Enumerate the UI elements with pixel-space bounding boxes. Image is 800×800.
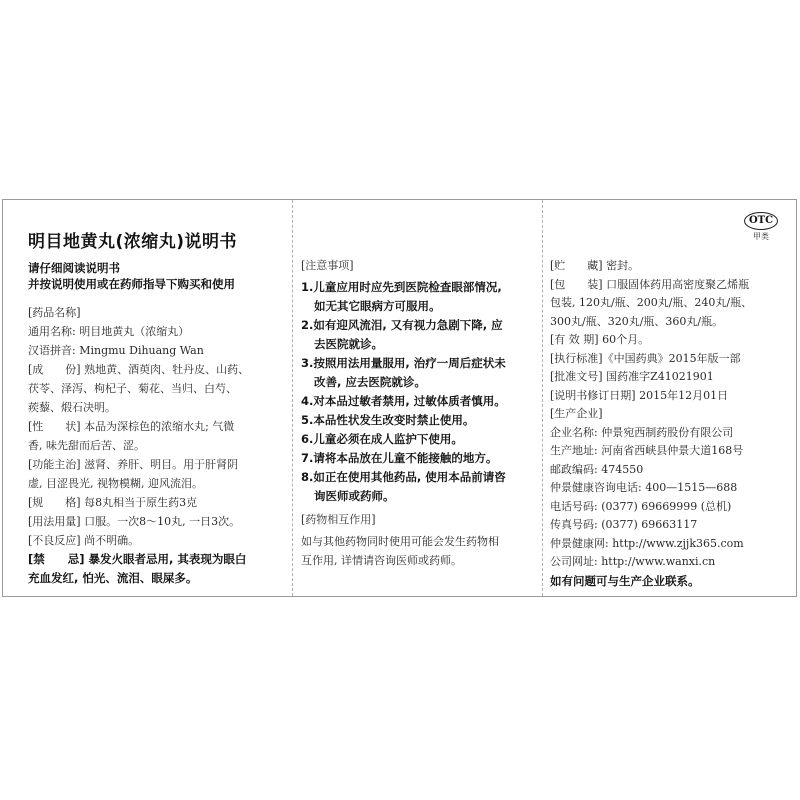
info-line: [批准文号] 国药准字Z41021901 xyxy=(550,370,714,383)
precaution-text: 请将本品放在儿童不能接触的地方。 xyxy=(313,451,498,465)
info-line: [用法用量] 口服。一次8～10丸, 一日3次。 xyxy=(28,515,241,528)
precaution-number: 7. xyxy=(301,451,314,465)
info-line: 仲景健康网: http://www.zjjk365.com xyxy=(550,536,744,550)
info-line: 公司网址: http://www.wanxi.cn xyxy=(550,555,716,568)
precaution-text: 本品性状发生改变时禁止使用。 xyxy=(313,413,475,427)
otc-mark xyxy=(744,212,778,242)
precaution-text: 对本品过敏者禁用, 过敏体质者慎用。 xyxy=(313,394,506,408)
info-line: [规 格] 每8丸相当于原生药3克 xyxy=(28,496,198,509)
precaution-text: 儿童应用时应先到医院检查眼部情况, xyxy=(313,280,502,294)
precaution-item xyxy=(301,354,539,392)
precaution-item xyxy=(301,278,539,316)
precautions-list xyxy=(301,278,539,506)
info-line: 电话号码: (0377) 69669999 (总机) xyxy=(550,499,732,513)
info-line: 企业名称: 仲景宛西制药股份有限公司 xyxy=(550,425,734,439)
column-right xyxy=(542,200,796,596)
info-line: [禁 忌] 暴发火眼者忌用, 其表现为眼白 xyxy=(28,552,247,566)
info-line: [有 效 期] 60个月。 xyxy=(550,333,650,346)
precaution-text: 询医师或药师。 xyxy=(314,489,395,503)
precaution-text: 改善, 应去医院就诊。 xyxy=(314,375,426,389)
info-line: 包装, 120丸/瓶、200丸/瓶、240丸/瓶、 xyxy=(550,296,753,309)
info-line: 如有问题可与生产企业联系。 xyxy=(550,573,700,588)
precaution-number: 6. xyxy=(301,432,314,446)
info-line: [成 份] 熟地黄、酒萸肉、牡丹皮、山药、 xyxy=(28,363,250,376)
precaution-number: 1. xyxy=(301,280,314,294)
info-line: [生产企业] xyxy=(550,407,603,420)
precaution-text: 儿童必须在成人监护下使用。 xyxy=(313,432,463,446)
column-left xyxy=(3,200,292,596)
precaution-item xyxy=(301,411,539,430)
info-line: 汉语拼音: Mingmu Dihuang Wan xyxy=(28,344,204,357)
precaution-number: 3. xyxy=(301,356,314,370)
precaution-item xyxy=(301,468,539,506)
precaution-text: 如正在使用其他药品, 使用本品前请咨 xyxy=(313,470,506,484)
info-line: 仲景健康咨询电话: 400—1515—688 xyxy=(550,481,738,494)
info-line: 生产地址: 河南省西峡县仲景大道168号 xyxy=(550,444,744,457)
info-line: 300丸/瓶、320丸/瓶、360丸/瓶。 xyxy=(550,314,724,328)
precaution-text: 如有迎风流泪, 又有视力急剧下降, 应 xyxy=(313,318,503,332)
precaution-number: 4. xyxy=(301,394,314,408)
info-line: [药品名称] xyxy=(28,306,81,319)
info-line: [功能主治] 滋肾、养肝、明目。用于肝肾阴 xyxy=(28,458,239,471)
precaution-item xyxy=(301,449,539,468)
info-line: 传真号码: (0377) 69663117 xyxy=(550,518,698,531)
instruction-leaflet xyxy=(2,199,797,597)
column-middle xyxy=(292,200,542,596)
info-line: 茯苓、泽泻、枸杞子、菊花、当归、白芍、 xyxy=(28,382,237,395)
info-line: 虚, 目涩畏光, 视物模糊, 迎风流泪。 xyxy=(28,477,203,490)
interaction-line: 互作用, 详情请咨询医师或药师。 xyxy=(301,554,462,567)
precaution-text: 如无其它眼病方可服用。 xyxy=(314,299,441,313)
precaution-item xyxy=(301,392,539,411)
info-line: 香, 味先甜而后苦、涩。 xyxy=(28,439,145,452)
usage-warning xyxy=(28,260,235,292)
info-line: [包 装] 口服固体药用高密度聚乙烯瓶 xyxy=(550,277,750,291)
info-line: 充血发红, 怕光、流泪、眼屎多。 xyxy=(28,571,198,585)
info-line: 邮政编码: 474550 xyxy=(550,462,644,476)
precaution-number: 5. xyxy=(301,413,314,427)
precaution-item xyxy=(301,316,539,354)
otc-class: 甲类 xyxy=(753,232,769,241)
precaution-text: 去医院就诊。 xyxy=(314,337,383,351)
warning-line: 请仔细阅读说明书 xyxy=(28,261,120,275)
precaution-number: 8. xyxy=(301,470,314,484)
storage-manufacturer-list xyxy=(550,257,794,590)
precaution-item xyxy=(301,430,539,449)
interaction-line: 如与其他药物同时使用可能会发生药物相 xyxy=(301,535,499,548)
info-line: 通用名称: 明目地黄丸（浓缩丸） xyxy=(28,325,190,338)
precaution-number: 2. xyxy=(301,318,314,332)
info-line: [执行标准]《中国药典》2015年版一部 xyxy=(550,351,741,365)
leaflet-title: 明目地黄丸(浓缩丸)说明书 xyxy=(28,232,238,252)
interaction-heading: [药物相互作用] xyxy=(301,513,376,526)
info-line: [不良反应] 尚不明确。 xyxy=(28,534,140,547)
info-line: [说明书修订日期] 2015年12月01日 xyxy=(550,388,729,402)
warning-line: 并按说明使用或在药师指导下购买和使用 xyxy=(28,277,235,291)
precaution-text: 按照用法用量服用, 治疗一周后症状未 xyxy=(313,356,506,370)
precautions-heading: [注意事项] xyxy=(301,259,354,272)
info-line: [性 状] 本品为深棕色的浓缩水丸; 气微 xyxy=(28,420,235,433)
info-line: 蒺藜、煅石决明。 xyxy=(28,401,116,414)
interaction-text xyxy=(301,532,539,570)
otc-badge: OTC xyxy=(744,212,778,230)
drug-info-list xyxy=(28,303,290,588)
info-line: [贮 藏] 密封。 xyxy=(550,259,640,272)
